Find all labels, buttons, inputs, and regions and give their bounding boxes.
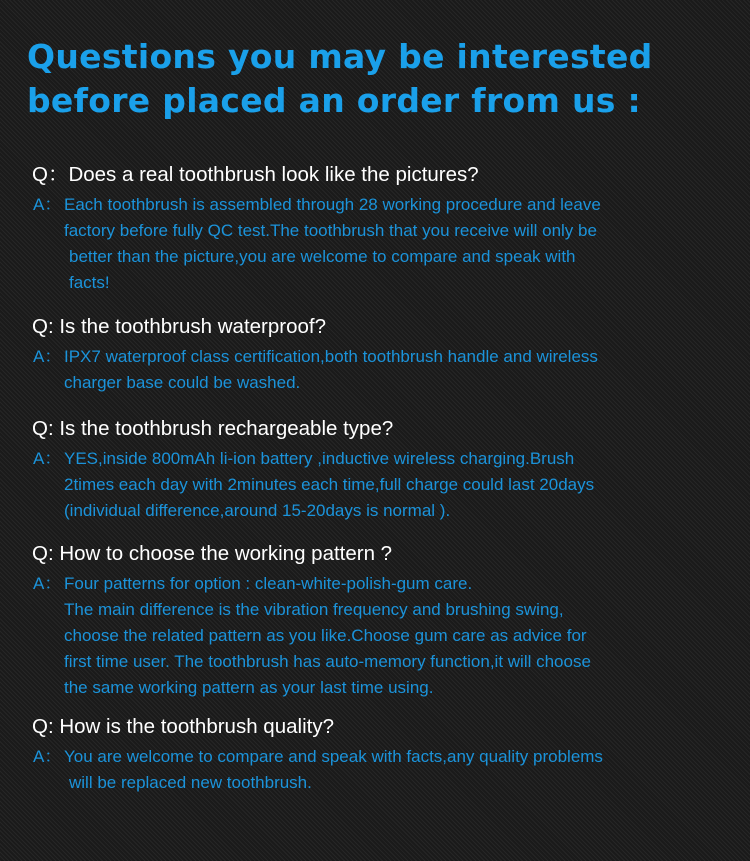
answer-line: choose the related pattern as you like.Choose gum care as advice for xyxy=(64,626,587,645)
answer xyxy=(32,571,732,701)
answer-line: charger base could be washed. xyxy=(64,373,301,392)
answer-line: Each toothbrush is assembled through 28 working procedure and leave xyxy=(64,195,601,214)
answer-line: Four patterns for option : clean-white-polish-gum care. xyxy=(64,574,473,593)
answer-line: IPX7 waterproof class certification,both toothbrush handle and wireless xyxy=(64,347,598,366)
answer-line: You are welcome to compare and speak with facts,any quality problems xyxy=(64,747,603,766)
answer-line: better than the picture,you are welcome to compare and speak with xyxy=(69,247,576,266)
faq-item-rechargeable xyxy=(32,416,732,524)
answer-prefix: A： xyxy=(33,195,62,214)
question: Q: How is the toothbrush quality? xyxy=(32,715,334,738)
answer xyxy=(32,744,732,796)
answer-line: (individual difference,around 15-20days is normal ). xyxy=(64,501,451,520)
answer-line: 2times each day with 2minutes each time,full charge could last 20days xyxy=(64,475,595,494)
answer xyxy=(32,344,732,396)
answer-prefix: A： xyxy=(33,574,62,593)
answer-prefix: A： xyxy=(33,747,62,766)
faq-item-quality xyxy=(32,714,732,796)
answer xyxy=(32,192,732,296)
answer-line: facts! xyxy=(69,273,110,292)
answer-line: factory before fully QC test.The toothbrush that you receive will only be xyxy=(64,221,597,240)
question: Q: How to choose the working pattern ? xyxy=(32,542,393,565)
answer-line: first time user. The toothbrush has auto-memory function,it will choose xyxy=(64,652,591,671)
answer-prefix: A： xyxy=(33,347,62,366)
answer xyxy=(32,446,732,524)
answer-line: the same working pattern as your last time using. xyxy=(64,678,434,697)
answer-prefix: A： xyxy=(33,449,62,468)
answer-line: The main difference is the vibration frequency and brushing swing, xyxy=(64,600,564,619)
faq-item-waterproof-look xyxy=(32,162,732,296)
title-line-2: before placed an order from us : xyxy=(27,81,641,120)
faq-item-working-pattern xyxy=(32,541,732,701)
title-line-1: Questions you may be interested xyxy=(27,37,653,76)
question: Q: Is the toothbrush rechargeable type? xyxy=(32,417,394,440)
question: Q: Is the toothbrush waterproof? xyxy=(32,315,326,338)
page-title xyxy=(27,35,653,123)
answer-line: will be replaced new toothbrush. xyxy=(69,773,312,792)
question: Q：Does a real toothbrush look like the pictures? xyxy=(32,163,479,186)
faq-item-waterproof xyxy=(32,314,732,396)
answer-line: YES,inside 800mAh li-ion battery ,inductive wireless charging.Brush xyxy=(64,449,575,468)
